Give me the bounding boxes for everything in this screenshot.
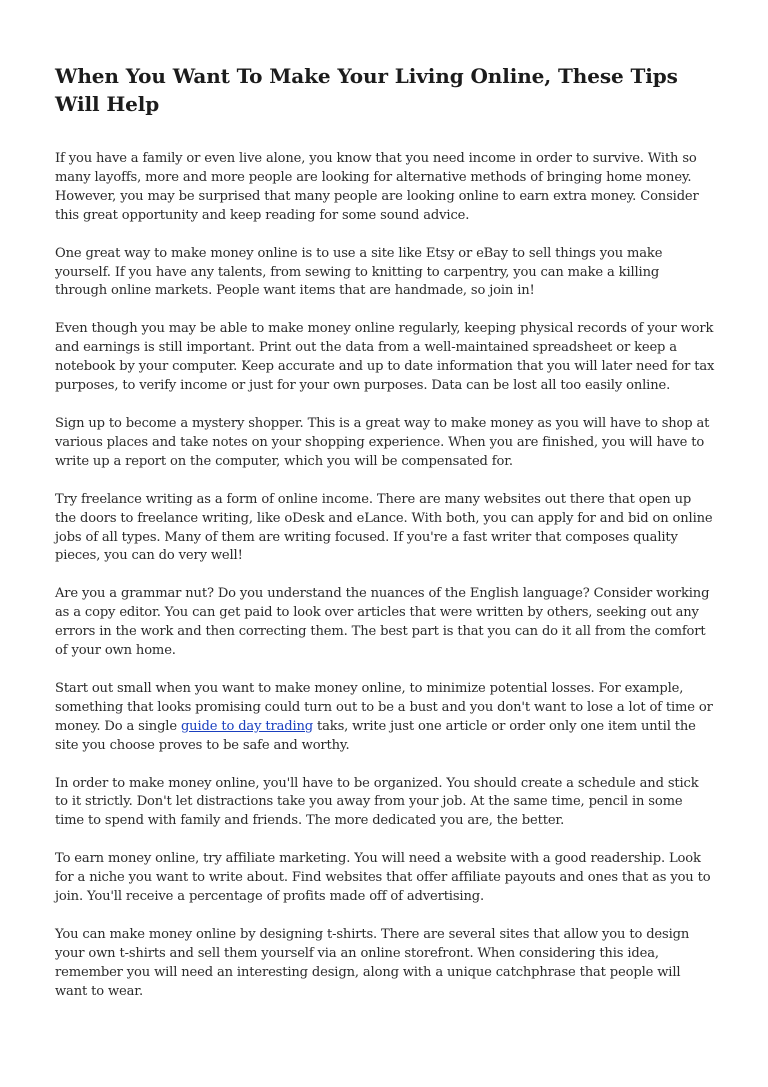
paragraph-start-small-after: taks, write just one article or order only one item until the site you choose proves to be safe and worthy. [55,718,696,753]
day-trading-link[interactable]: guide to day trading [180,718,314,734]
document-page [55,62,715,1021]
paragraph-intro: If you have a family or even live alone, you know that you need income in order to survive. With so many layoffs, more and more people are looking for alternative methods of bringing home money. However, you may be surprised that many people are looking online to earn extra money. Consider this great opportunity and keep reading for some sound advice. [55,151,699,223]
paragraph-etsy-ebay: One great way to make money online is to use a site like Etsy or eBay to sell things you make yourself. If you have any talents, from sewing to knitting to carpentry, you can make a killing through online markets. People want items that are handmade, so join in! [55,245,663,299]
paragraph-records: Even though you may be able to make money online regularly, keeping physical records of your work and earnings is still important. Print out the data from a well-maintained spreadsheet or keep a notebook by your computer. Keep accurate and up to date information that you will later need for tax purposes, to verify income or just for your own purposes. Data can be lost all too easily online. [55,321,715,394]
document-title: When You Want To Make Your Living Online, These Tips Will Help [55,64,678,116]
paragraph-mystery-shopper: Sign up to become a mystery shopper. This is a great way to make money as you will have to shop at various places and take notes on your shopping experience. When you are finished, you will have to write up a report on the computer, which you will be compensated for. [55,415,710,469]
paragraph-organized: In order to make money online, you'll have to be organized. You should create a schedule and stick to it strictly. Don't let distractions take you away from your job. At the same time, pencil in some time to spend with family and friends. The more dedicated you are, the better. [55,775,699,829]
paragraph-start-small [55,680,715,756]
paragraph-start-small-before: Start out small when you want to make money online, to minimize potential losses. For example, something that looks promising could turn out to be a bust and you don't want to lose a lot of time or money. Do a single [55,680,713,734]
paragraph-copy-editor: Are you a grammar nut? Do you understand the nuances of the English language? Consider working as a copy editor. You can get paid to look over articles that were written by others, seeking out any errors in the work and then correcting them. The best part is that you can do it all from the comfort of your own home. [55,586,710,659]
paragraph-affiliate: To earn money online, try affiliate marketing. You will need a website with a good readership. Look for a niche you want to write about. Find websites that offer affiliate payouts and ones that as you to join. You'll receive a percentage of profits made off of advertising. [55,851,711,905]
paragraph-freelance: Try freelance writing as a form of online income. There are many websites out there that open up the doors to freelance writing, like oDesk and eLance. With both, you can apply for and bid on online jobs of all types. Many of them are writing focused. If you're a fast writer that composes quality pieces, you can do very well! [55,491,713,564]
paragraph-t-shirts: You can make money online by designing t-shirts. There are several sites that allow you to design your own t-shirts and sell them yourself via an online storefront. When considering this idea, remember you will need an interesting design, along with a unique catchphrase that people will want to wear. [55,927,690,999]
